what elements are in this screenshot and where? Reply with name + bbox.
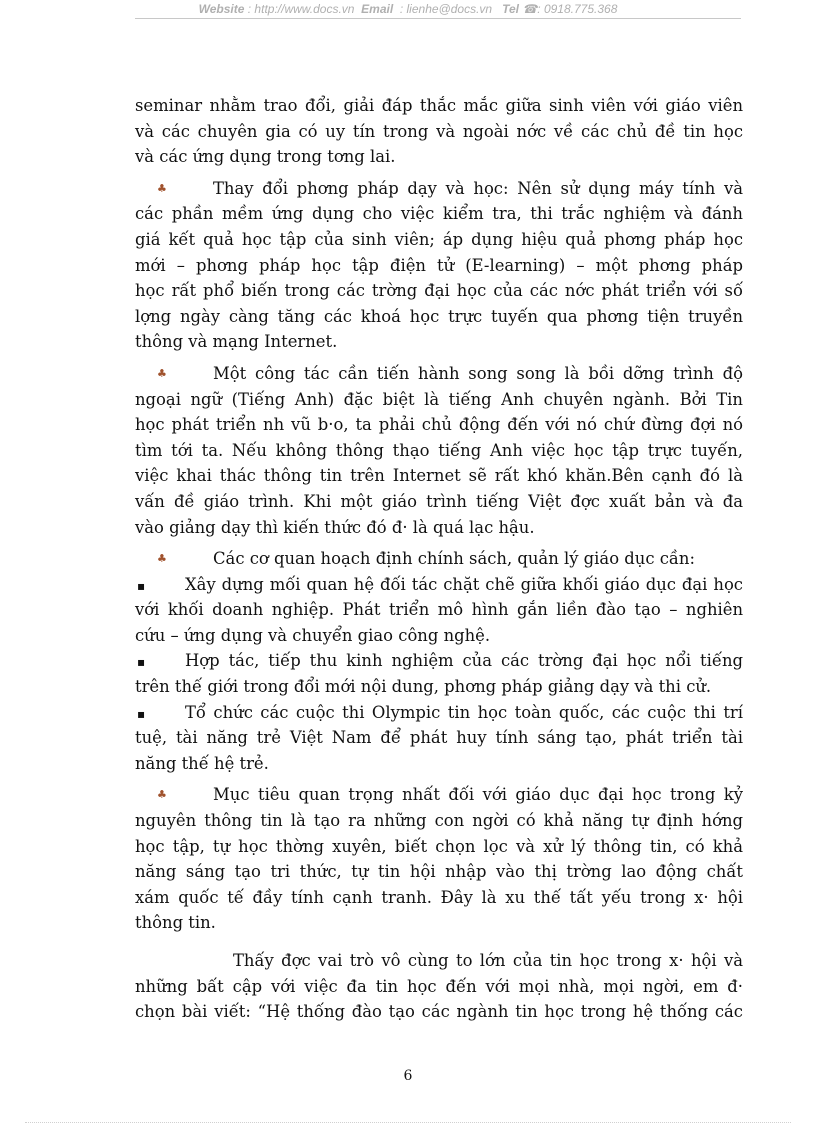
text-line: lợng ngày càng tăng các khoá học trực tuyến qua phơng tiện truyền bbox=[135, 306, 743, 326]
header-tel-value: ☎: 0918.775.368 bbox=[522, 2, 618, 16]
closing-paragraph-line: Thấy đợc vai trò vô cùng to lớn của tin học trong x· hội và bbox=[233, 951, 743, 970]
text-line: giá kết quả học tập của sinh viên; áp dụng hiệu quả phơng pháp học bbox=[135, 229, 743, 249]
dot-item-line: ▪ Xây dựng mối quan hệ đối tác chặt chẽ giữa khối giáo dục đại học bbox=[135, 572, 743, 598]
club-bullet-icon: ♣ bbox=[157, 788, 167, 802]
text-line: vấn đề giáo trình. Khi một giáo trình tiếng Việt đợc xuất bản và đa bbox=[135, 491, 743, 511]
dot-item-line: ▪ Tổ chức các cuộc thi Olympic tin học toàn quốc, các cuộc thi trí bbox=[135, 700, 743, 726]
text-line: tuệ, tài năng trẻ Việt Nam để phát huy tính sáng tạo, phát triển tài bbox=[135, 728, 743, 748]
bullet-paragraph-line: ♣ Thay đổi phơng pháp dạy và học: Nên sử dụng máy tính và bbox=[135, 176, 743, 202]
text-line: seminar nhằm trao đổi, giải đáp thắc mắc giữa sinh viên với giáo viên bbox=[135, 96, 743, 115]
club-bullet-icon: ♣ bbox=[157, 181, 167, 195]
text-line: học rất phổ biến trong các trờng đại học của các nớc phát triển với số bbox=[135, 281, 743, 301]
text-line: học phát triển nh vũ b·o, ta phải chủ động đến với nó chứ đừng đợi nó bbox=[135, 415, 743, 435]
text-line: tìm tới ta. Nếu không thông thạo tiếng Anh việc học tập trực tuyến, bbox=[135, 440, 743, 460]
square-bullet-icon: ▪ bbox=[137, 706, 146, 721]
header-tel-label: Tel bbox=[502, 2, 519, 16]
header-email-label: Email bbox=[361, 2, 394, 16]
text-line: thông và mạng Internet. bbox=[135, 332, 338, 352]
text-line: thông tin. bbox=[135, 913, 216, 933]
text-line: xám quốc tế đầy tính cạnh tranh. Đây là xu thế tất yếu trong x· hội bbox=[135, 887, 743, 907]
text-line: trên thế giới trong đổi mới nội dung, phơng pháp giảng dạy và thi cử. bbox=[135, 677, 712, 697]
text-line: nguyên thông tin là tạo ra những con ngời có khả năng tự định hớng bbox=[135, 811, 743, 831]
text-line: các phần mềm ứng dụng cho việc kiểm tra, thi trắc nghiệm và đánh bbox=[135, 204, 743, 224]
header-website-value: : http://www.docs.vn bbox=[247, 2, 355, 16]
text-line: năng thế hệ trẻ. bbox=[135, 753, 269, 773]
text-line: học tập, tự học thờng xuyên, biết chọn lọc và xử lý thông tin, có khả bbox=[135, 836, 743, 856]
text-line: và các chuyên gia có uy tín trong và ngoài nớc về các chủ đề tin học bbox=[135, 121, 743, 141]
header-website-label: Website bbox=[198, 2, 245, 16]
square-bullet-icon: ▪ bbox=[137, 578, 146, 593]
header-email-value: : lienhe@docs.vn bbox=[399, 2, 493, 16]
text-line: với khối doanh nghiệp. Phát triển mô hình gắn liền đào tạo – nghiên bbox=[135, 600, 743, 620]
club-bullet-icon: ♣ bbox=[157, 552, 167, 566]
text-line: cứu – ứng dụng và chuyển giao công nghệ. bbox=[135, 625, 491, 645]
text-line: mới – phơng pháp học tập điện tử (E-learning) – một phơng pháp bbox=[135, 255, 743, 275]
page-number: 6 bbox=[403, 1068, 413, 1084]
text-line: năng sáng tạo tri thức, tự tin hội nhập vào thị trờng lao động chất bbox=[135, 862, 743, 882]
header-divider bbox=[135, 18, 741, 19]
text-line: và các ứng dụng trong tơng lai. bbox=[135, 147, 396, 167]
club-bullet-icon: ♣ bbox=[157, 366, 167, 380]
text-line: những bất cập với việc đa tin học đến với mọi nhà, mọi ngời, em đ· bbox=[135, 976, 743, 996]
bullet-paragraph-line: ♣ Mục tiêu quan trọng nhất đối với giáo dục đại học trong kỷ bbox=[135, 782, 743, 808]
bullet-paragraph-line: ♣ Các cơ quan hoạch định chính sách, quản lý giáo dục cần: bbox=[135, 546, 743, 572]
text-line: chọn bài viết: “Hệ thống đào tạo các ngành tin học trong hệ thống các bbox=[135, 1002, 743, 1022]
text-line: vào giảng dạy thì kiến thức đó đ· là quá lạc hậu. bbox=[135, 517, 535, 537]
document-body bbox=[135, 93, 743, 1025]
bullet-paragraph-line: ♣ Một công tác cần tiến hành song song là bồi dỡng trình độ bbox=[135, 361, 743, 387]
dot-item-line: ▪ Hợp tác, tiếp thu kinh nghiệm của các trờng đại học nổi tiếng bbox=[135, 648, 743, 674]
square-bullet-icon: ▪ bbox=[137, 655, 146, 670]
text-line: việc khai thác thông tin trên Internet sẽ rất khó khăn.Bên cạnh đó là bbox=[135, 466, 743, 486]
page-header bbox=[0, 0, 816, 18]
text-line: ngoại ngữ (Tiếng Anh) đặc biệt là tiếng Anh chuyên ngành. Bởi Tin bbox=[135, 389, 743, 409]
